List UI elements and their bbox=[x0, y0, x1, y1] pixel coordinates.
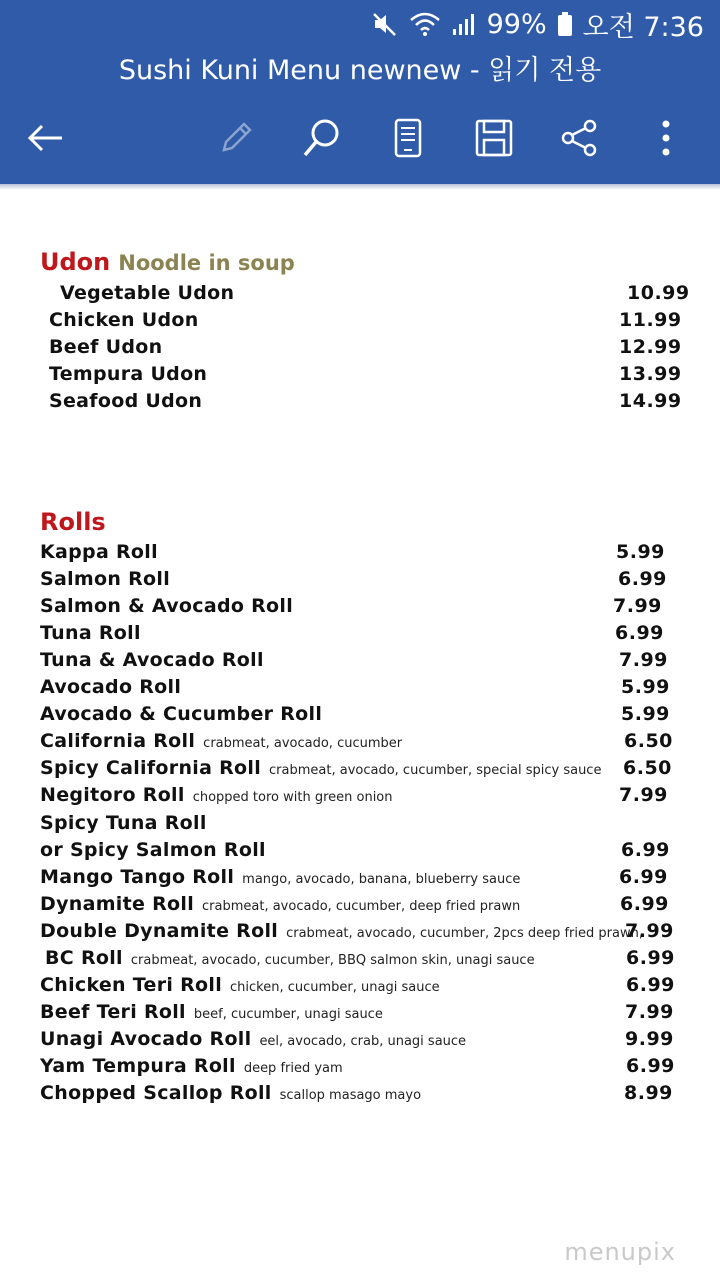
menu-item-name: Vegetable Udon bbox=[60, 282, 235, 304]
menu-item-price: 6.99 bbox=[615, 622, 664, 645]
menu-item-price: 6.99 bbox=[619, 865, 668, 888]
menu-item-name: Salmon & Avocado Roll bbox=[40, 595, 294, 618]
menu-item-name: Beef Udon bbox=[49, 336, 163, 358]
menu-item-price: 6.99 bbox=[626, 1054, 675, 1077]
menu-item bbox=[40, 620, 149, 647]
menu-item-description: scallop masago mayo bbox=[279, 1088, 422, 1103]
menu-item-price: 10.99 bbox=[627, 282, 690, 304]
status-bar bbox=[371, 6, 704, 42]
menu-item bbox=[40, 593, 301, 620]
menu-item bbox=[40, 810, 215, 837]
menu-item-name: BC Roll bbox=[45, 946, 123, 969]
menu-item-name: Spicy California Roll bbox=[40, 757, 262, 780]
menu-item-price: 6.99 bbox=[626, 973, 675, 996]
menu-item-price: 7.99 bbox=[619, 649, 668, 672]
menu-item bbox=[40, 864, 520, 891]
menu-item-price: 7.99 bbox=[619, 784, 668, 807]
menu-item bbox=[49, 334, 162, 361]
search-icon bbox=[301, 117, 343, 159]
menu-item-name: Spicy Tuna Roll bbox=[40, 811, 207, 834]
udon-section-title bbox=[40, 248, 295, 276]
menu-item-price: 7.99 bbox=[625, 1000, 674, 1023]
menu-item bbox=[49, 388, 202, 415]
menu-item-price: 9.99 bbox=[625, 1027, 674, 1050]
menu-item-name: Double Dynamite Roll bbox=[40, 919, 279, 942]
menu-item-name: Tempura Udon bbox=[49, 363, 208, 385]
watermark: menupix bbox=[564, 1238, 676, 1266]
menu-item-description: beef, cucumber, unagi sauce bbox=[193, 1006, 383, 1022]
udon-subtitle: Noodle in soup bbox=[118, 251, 295, 275]
menu-item bbox=[40, 1053, 343, 1080]
menu-item-name: Tuna Roll bbox=[40, 622, 141, 645]
back-button[interactable] bbox=[16, 108, 76, 168]
menu-item-price: 13.99 bbox=[619, 363, 682, 385]
menu-item-description: crabmeat, avocado, cucumber, deep fried prawn bbox=[202, 898, 521, 914]
menu-item-price: 7.99 bbox=[625, 919, 674, 942]
menu-item-description: crabmeat, avocado, cucumber bbox=[203, 736, 403, 752]
menu-item bbox=[40, 999, 383, 1026]
menu-item-price: 6.99 bbox=[626, 946, 675, 969]
mute-icon bbox=[371, 10, 399, 38]
menu-item bbox=[40, 539, 166, 566]
menu-item-name: Unagi Avocado Roll bbox=[40, 1027, 252, 1050]
more-options-button[interactable] bbox=[636, 108, 696, 168]
rolls-section-title: Rolls bbox=[40, 508, 106, 536]
menu-item-price: 5.99 bbox=[616, 541, 665, 563]
reading-mode-icon bbox=[393, 118, 423, 158]
menu-item-name: or Spicy Salmon Roll bbox=[40, 838, 266, 861]
menu-item-description: eel, avocado, crab, unagi sauce bbox=[259, 1033, 467, 1049]
menu-item bbox=[40, 755, 601, 782]
menu-item-price: 5.99 bbox=[621, 703, 670, 726]
share-icon bbox=[559, 118, 599, 158]
menu-item-description: crabmeat, avocado, cucumber, BBQ salmon skin, unagi sauce bbox=[130, 952, 535, 968]
menu-item bbox=[40, 782, 393, 809]
menu-item-price: 6.50 bbox=[623, 757, 672, 780]
menu-item-name: Chicken Teri Roll bbox=[40, 973, 223, 996]
save-button[interactable] bbox=[464, 108, 524, 168]
menu-item bbox=[49, 307, 199, 334]
menu-item-name: Mango Tango Roll bbox=[40, 865, 235, 888]
clock: 오전 7:36 bbox=[582, 11, 704, 43]
menu-item bbox=[40, 1080, 421, 1107]
menu-item bbox=[40, 566, 178, 593]
reading-mode-button[interactable] bbox=[378, 108, 438, 168]
app-bar bbox=[0, 0, 720, 184]
menu-item-price: 6.99 bbox=[620, 892, 669, 915]
battery-icon bbox=[557, 11, 573, 37]
menu-item-description: crabmeat, avocado, cucumber, 2pcs deep fried prawn, bbox=[286, 925, 643, 941]
menu-item-name: Yam Tempura Roll bbox=[40, 1054, 236, 1077]
search-button[interactable] bbox=[292, 108, 352, 168]
menu-item-price: 6.99 bbox=[618, 568, 667, 591]
save-icon bbox=[474, 118, 514, 158]
menu-item bbox=[40, 647, 272, 674]
menu-item-name: California Roll bbox=[40, 730, 196, 753]
edit-button[interactable] bbox=[206, 108, 266, 168]
menu-item-name: Seafood Udon bbox=[49, 390, 203, 412]
document-page[interactable] bbox=[0, 190, 720, 1280]
menu-item-name: Negitoro Roll bbox=[40, 784, 185, 807]
wifi-icon bbox=[409, 10, 441, 38]
menu-item-name: Kappa Roll bbox=[40, 541, 158, 563]
menu-item-description: crabmeat, avocado, cucumber, special spicy sauce bbox=[269, 763, 602, 779]
menu-item bbox=[40, 1026, 466, 1053]
menu-item bbox=[40, 701, 330, 728]
menu-item-price: 5.99 bbox=[621, 676, 670, 699]
menu-item-price: 11.99 bbox=[619, 309, 682, 331]
menu-item bbox=[40, 837, 274, 864]
menu-item-price: 6.99 bbox=[621, 838, 670, 861]
battery-percent: 99% bbox=[486, 8, 547, 40]
edit-pencil-icon bbox=[216, 118, 256, 158]
menu-item bbox=[40, 891, 520, 918]
menu-item bbox=[40, 728, 402, 755]
menu-item-description: chicken, cucumber, unagi sauce bbox=[230, 979, 440, 995]
menu-item-name: Salmon Roll bbox=[40, 568, 171, 591]
menu-item-name: Tuna & Avocado Roll bbox=[40, 649, 264, 672]
signal-icon bbox=[451, 11, 477, 37]
menu-item-name: Chopped Scallop Roll bbox=[40, 1082, 272, 1104]
menu-item bbox=[40, 972, 440, 999]
menu-item-description: mango, avocado, banana, blueberry sauce bbox=[242, 871, 521, 887]
menu-item bbox=[45, 945, 535, 972]
back-arrow-icon bbox=[26, 123, 66, 153]
menu-item-price: 14.99 bbox=[619, 390, 682, 412]
menu-item-price: 6.50 bbox=[624, 730, 673, 753]
menu-item-name: Avocado & Cucumber Roll bbox=[40, 703, 323, 726]
menu-item bbox=[40, 918, 643, 945]
menu-item-price: 8.99 bbox=[624, 1082, 673, 1104]
menu-item-price: 7.99 bbox=[613, 595, 662, 618]
menu-item-name: Chicken Udon bbox=[49, 309, 199, 331]
menu-item bbox=[60, 280, 234, 307]
menu-item-name: Avocado Roll bbox=[40, 676, 182, 699]
menu-item-description: deep fried yam bbox=[243, 1060, 343, 1076]
more-vert-icon bbox=[660, 118, 672, 158]
menu-item bbox=[40, 674, 189, 701]
menu-item-description: chopped toro with green onion bbox=[192, 790, 393, 806]
menu-item-price: 12.99 bbox=[619, 336, 682, 358]
document-title: Sushi Kuni Menu newnew - 읽기 전용 bbox=[118, 55, 602, 86]
menu-item-name: Dynamite Roll bbox=[40, 892, 195, 915]
udon-title: Udon bbox=[40, 248, 111, 276]
share-button[interactable] bbox=[549, 108, 609, 168]
menu-item bbox=[49, 361, 207, 388]
menu-item-name: Beef Teri Roll bbox=[40, 1000, 186, 1023]
